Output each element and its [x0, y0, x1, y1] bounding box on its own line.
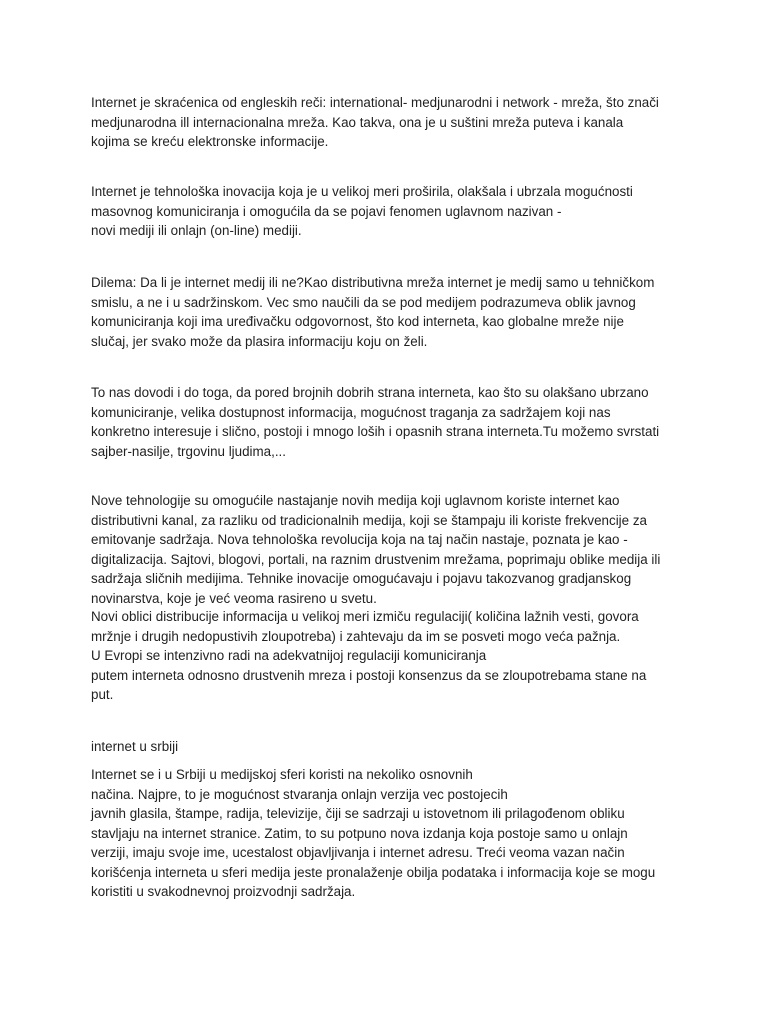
text-line: sajber-nasilje, trgovinu ljudima,...: [91, 443, 286, 459]
text-line: medjunarodna ill internacionalna mreža. Kao takva, ona je u suštini mreža puteva i kanala: [91, 114, 624, 130]
text-line: To nas dovodi i do toga, da pored brojnih dobrih strana interneta, kao što su olakšano ubrzano: [91, 385, 649, 400]
text-line: konkretno interesuje i slično, postoji i mnogo loših i opasnih strana interneta.Tu možemo svrstati: [91, 424, 660, 439]
text-line: novinarstva, koje je već veoma rasireno u svetu.: [91, 590, 377, 606]
text-line: internet u srbiji: [91, 739, 179, 754]
text-line: kojima se kreću elektronske informacije.: [91, 134, 329, 149]
text-line: komuniciranje, velika dostupnost informacija, mogućnost traganja za sadržajem koji nas: [91, 404, 611, 420]
paragraph-new-technologies: [91, 491, 691, 608]
text-line: masovnog komuniciranja i omogućila da se pojavi fenomen uglavnom nazivan -: [91, 203, 562, 219]
text-line: sadržaja sličnih medijima. Tehnike inovacije omogućavaju i pojavu takozvanog gradjanskog: [91, 571, 632, 586]
text-line: U Evropi se intenzivno radi na adekvatnijoj regulaciji komuniciranja: [91, 648, 487, 663]
text-line: put.: [91, 687, 114, 702]
text-line: Nove tehnologije su omogućile nastajanje novih medija koji uglavnom koriste internet kao: [91, 493, 620, 508]
text-line: slučaj, jer svako može da plasira informaciju koju on želi.: [91, 333, 428, 349]
paragraph-dilemma: [91, 273, 691, 351]
section-heading-internet-in-serbia: [91, 737, 691, 757]
text-line: Internet je skraćenica od engleskih reči: international- medjunarodni i network - mreža, što znači: [91, 95, 659, 110]
text-line: novi mediji ili onlajn (on-line) mediji.: [91, 223, 302, 238]
text-line: mržnje i drugih nedopustivih zloupotreba) i zahtevaju da im se posveti mogo veća pažnja.: [91, 628, 621, 644]
text-line: koristiti u svakodnevnoj proizvodnji sadržaja.: [91, 884, 356, 899]
text-line: korišćenja interneta u sferi medija jeste pronalaženje obilja podataka i informacija koje se mogu: [91, 864, 656, 880]
text-line: komuniciranja koji ima uređivačku odgovornost, što kod interneta, kao globalne mreže nije: [91, 314, 624, 329]
text-line: verziji, imaju svoje ime, ucestalost objavljivanja i internet adresu. Treći veoma vazan način: [91, 845, 625, 860]
text-line: Novi oblici distribucije informacija u velikoj meri izmiču regulaciji( količina lažnih vesti, govora: [91, 609, 639, 624]
text-line: javnih glasila, štampe, radija, televizije, čiji se sadrzaji u istovetnom ili prilagođenom obliku: [91, 806, 625, 821]
text-line: smislu, a ne i u sadržinskom. Vec smo naučili da se pod medijem podrazumeva oblik javnog: [91, 294, 636, 310]
paragraph-technological-innovation: [91, 182, 691, 241]
text-line: stavljaju na internet stranice. Zatim, to su potpuno nova izdanja koja postoje samo u onlajn: [91, 825, 628, 841]
text-line: emitovanje sadržaja. Nova tehnološka revolucija koja na taj način nastaje, poznata je kao -: [91, 532, 628, 547]
text-line: distributivni kanal, za razliku od tradicionalnih medija, koji se štampaju ili koriste frekvencije za: [91, 512, 647, 528]
paragraph-good-and-bad-sides: [91, 383, 691, 461]
text-line: načina. Najpre, to je mogućnost stvaranja onlajn verzija vec postojecih: [91, 786, 508, 802]
text-line: Internet je tehnološka inovacija koja je u velikoj meri proširila, olakšala i ubrzala mogućnosti: [91, 184, 633, 199]
text-line: putem interneta odnosno drustvenih mreza i postoji konsenzus da se zloupotrebama stane na: [91, 667, 647, 683]
text-line: Internet se i u Srbiji u medijskoj sferi koristi na nekoliko osnovnih: [91, 767, 473, 782]
paragraph-regulation: [91, 607, 691, 705]
text-line: Dilema: Da li je internet medij ili ne?Kao distributivna mreža internet je medij samo u tehničkom: [91, 275, 655, 290]
text-line: digitalizacija. Sajtovi, blogovi, portali, na raznim drustvenim mrežama, poprimaju oblike medija ili: [91, 551, 661, 567]
paragraph-internet-definition: [91, 93, 691, 152]
paragraph-internet-in-serbia: [91, 765, 691, 902]
